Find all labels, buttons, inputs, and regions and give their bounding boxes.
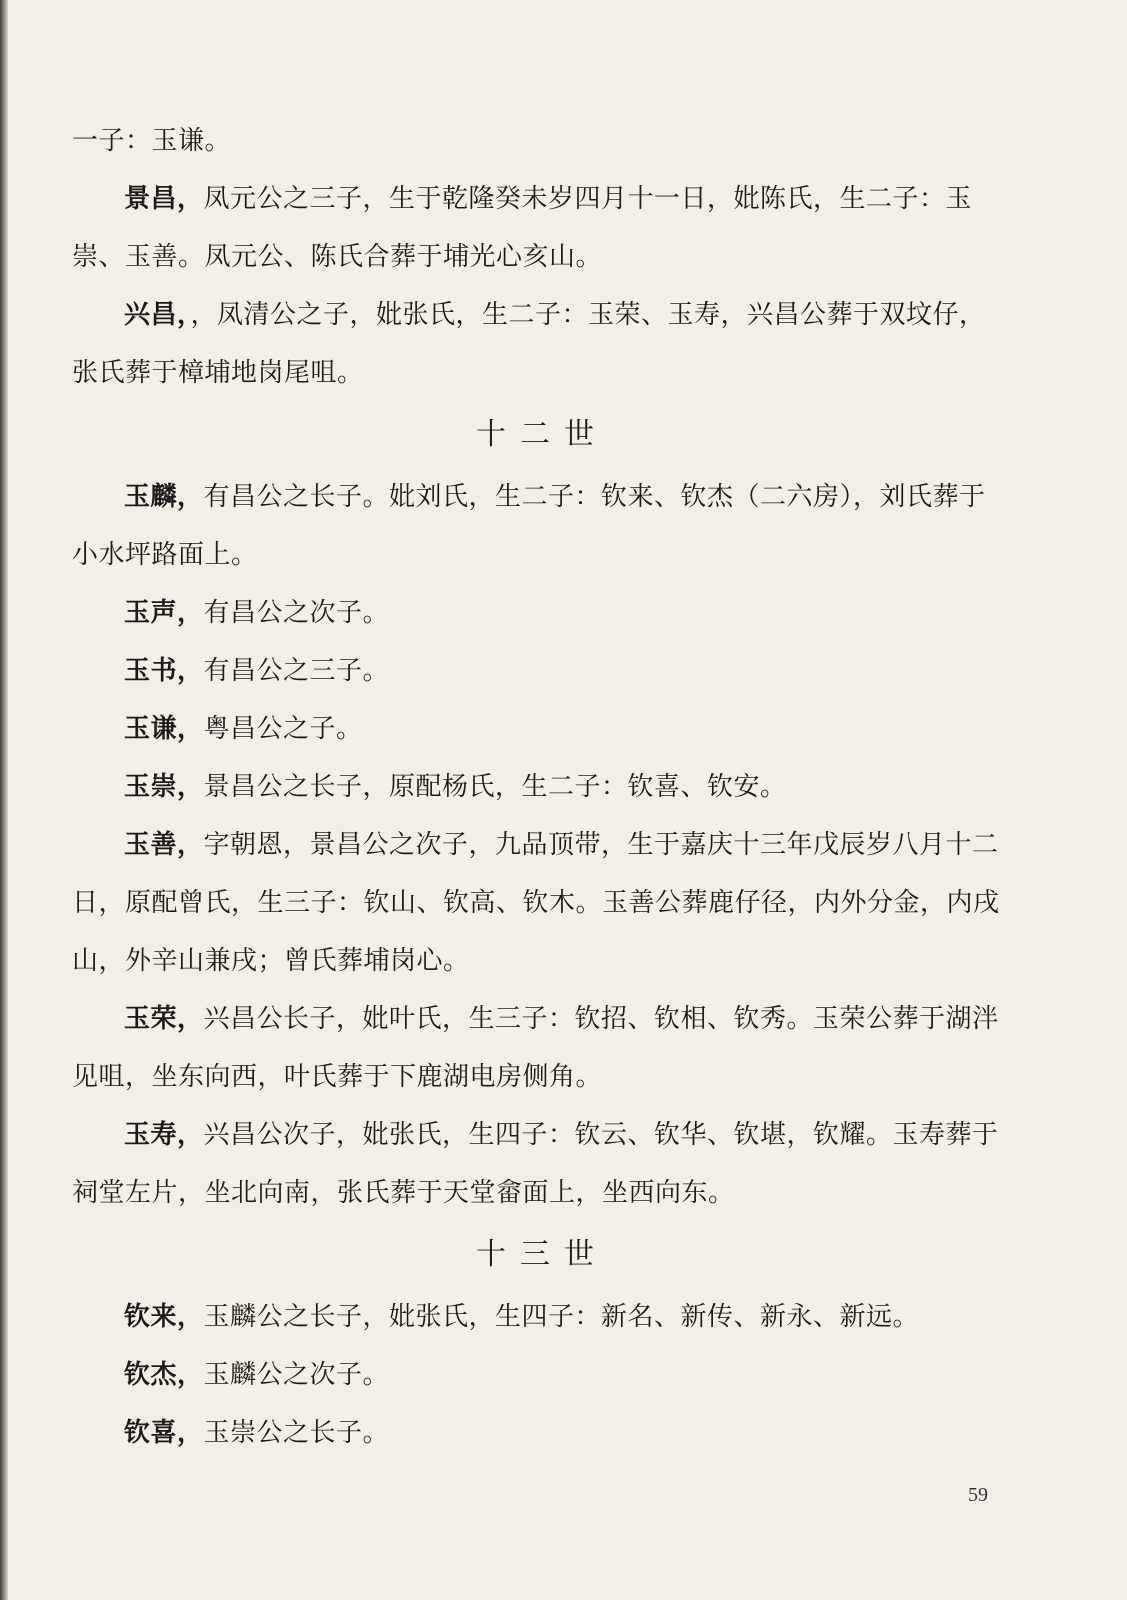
genealogy-page [72,112,1012,1462]
person-name: 玉书， [124,656,204,686]
person-name: 玉寿， [124,1120,204,1150]
paragraph-text: 兴昌公次子，妣张氏，生四子：钦云、钦华、钦堪，钦耀。玉寿葬于祠堂左片，坐北向南，张氏葬于天堂畲面上，坐西向东。 [72,1120,999,1208]
person-name: 玉谦， [124,714,204,744]
paragraph-yushan [72,816,1012,990]
paragraph-jingchang [72,170,1012,286]
paragraph-qinlai [72,1288,1012,1346]
paragraph-yuqian [72,700,1012,758]
generation-heading-13: 十三世 [476,1237,608,1272]
paragraph-text: 玉麟公之次子。 [203,1360,390,1390]
paragraph-text: 有昌公之三子。 [203,656,390,686]
paragraph-yushou [72,1106,1012,1222]
person-name: 玉荣， [124,1004,204,1034]
person-name: 景昌， [124,184,204,214]
paragraph-yulin [72,468,1012,584]
paragraph-yurong [72,990,1012,1106]
paragraph-qinxi [72,1404,1012,1462]
paragraph-xingchang [72,286,1012,402]
paragraph-text: ，凤清公之子，妣张氏，生二子：玉荣、玉寿，兴昌公葬于双坟仔，张氏葬于樟埔地岗尾咀。 [72,300,986,388]
paragraph-yusheng [72,584,1012,642]
person-name: 钦杰， [124,1360,204,1390]
paragraph-text: 玉崇公之长子。 [203,1418,390,1448]
paragraph-qinjie [72,1346,1012,1404]
page-number: 59 [968,1484,988,1506]
paragraph-text: 凤元公之三子，生于乾隆癸未岁四月十一日，妣陈氏，生二子：玉崇、玉善。凤元公、陈氏合葬于埔光心亥山。 [72,184,973,272]
person-name: 玉声， [124,598,204,628]
paragraph-text: 字朝恩，景昌公之次子，九品顶带，生于嘉庆十三年戊辰岁八月十二日，原配曾氏，生三子：钦山、钦高、钦木。玉善公葬鹿仔径，内外分金，内戌山，外辛山兼戌；曾氏葬埔岗心。 [72,830,1000,976]
paragraph-yuchong [72,758,1012,816]
paragraph-text: 有昌公之长子。妣刘氏，生二子：钦来、钦杰（二六房），刘氏葬于小水坪路面上。 [72,482,986,570]
scan-edge [0,0,8,1600]
person-name: 玉善， [124,830,204,860]
person-name: 钦来， [124,1302,204,1332]
paragraph-text: 一子：玉谦。 [72,126,232,156]
paragraph-text: 景昌公之长子，原配杨氏，生二子：钦喜、钦安。 [203,772,787,802]
paragraph-text: 兴昌公长子，妣叶氏，生三子：钦招、钦相、钦秀。玉荣公葬于湖泮见咀，坐东向西，叶氏葬于下鹿湖电房侧角。 [72,1004,999,1092]
paragraph-continuation [72,112,1012,170]
paragraph-text: 玉麟公之长子，妣张氏，生四子：新名、新传、新永、新远。 [203,1302,920,1332]
person-name: 玉崇， [124,772,204,802]
generation-heading-12: 十二世 [476,417,608,452]
person-name: 玉麟， [124,482,204,512]
person-name: 兴昌， [124,300,191,330]
person-name: 钦喜， [124,1418,204,1448]
paragraph-yushu [72,642,1012,700]
paragraph-text: 粤昌公之子。 [203,714,363,744]
paragraph-text: 有昌公之次子。 [203,598,390,628]
